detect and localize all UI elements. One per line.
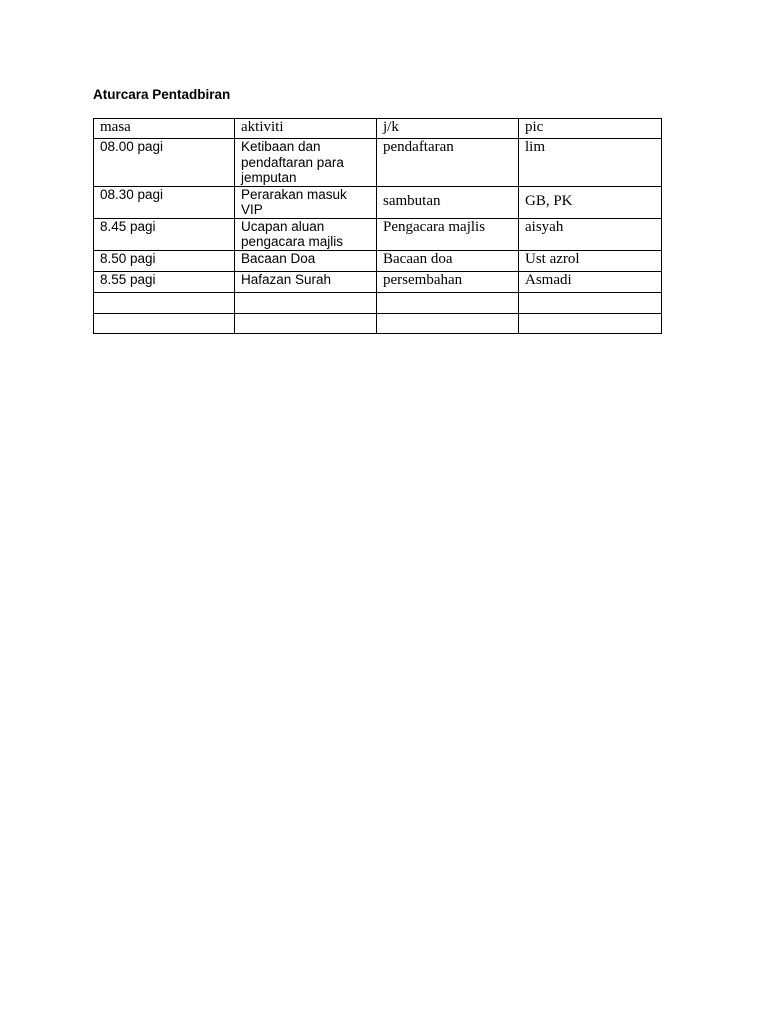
cell-pic: aisyah (519, 218, 662, 250)
empty-cell (377, 292, 519, 313)
table-row (94, 313, 662, 333)
empty-cell (94, 292, 235, 313)
empty-cell (519, 292, 662, 313)
table-row (94, 271, 662, 292)
cell-jk: Bacaan doa (377, 250, 519, 271)
cell-aktiviti: Bacaan Doa (235, 250, 377, 271)
table-row (94, 218, 662, 250)
cell-pic: Asmadi (519, 271, 662, 292)
header-cell-pic: pic (519, 119, 662, 139)
empty-cell (94, 313, 235, 333)
empty-cell (235, 292, 377, 313)
cell-aktiviti: Ketibaan dan pendaftaran para jemputan (235, 139, 377, 187)
cell-masa: 8.55 pagi (94, 271, 235, 292)
cell-aktiviti: Hafazan Surah (235, 271, 377, 292)
header-cell-jk: j/k (377, 119, 519, 139)
empty-cell (235, 313, 377, 333)
table-row (94, 186, 662, 218)
schedule-table (93, 118, 662, 334)
cell-masa: 08.00 pagi (94, 139, 235, 187)
cell-jk-wrap (377, 186, 519, 218)
cell-jk: persembahan (377, 271, 519, 292)
cell-jk: Pengacara majlis (377, 218, 519, 250)
cell-masa: 8.50 pagi (94, 250, 235, 271)
table-header-row (94, 119, 662, 139)
empty-cell (377, 313, 519, 333)
cell-jk: sambutan (383, 192, 441, 209)
header-cell-aktiviti: aktiviti (235, 119, 377, 139)
cell-pic: GB, PK (525, 192, 573, 209)
cell-aktiviti: Perarakan masuk VIP (235, 186, 377, 218)
empty-cell (519, 313, 662, 333)
cell-masa: 8.45 pagi (94, 218, 235, 250)
cell-aktiviti: Ucapan aluan pengacara majlis (235, 218, 377, 250)
header-cell-masa: masa (94, 119, 235, 139)
cell-pic: lim (519, 139, 662, 187)
table-row (94, 139, 662, 187)
cell-pic: Ust azrol (519, 250, 662, 271)
cell-jk: pendaftaran (377, 139, 519, 187)
cell-masa: 08.30 pagi (94, 186, 235, 218)
document-title: Aturcara Pentadbiran (93, 87, 231, 102)
table-row (94, 292, 662, 313)
table-row (94, 250, 662, 271)
cell-pic-wrap (519, 186, 662, 218)
